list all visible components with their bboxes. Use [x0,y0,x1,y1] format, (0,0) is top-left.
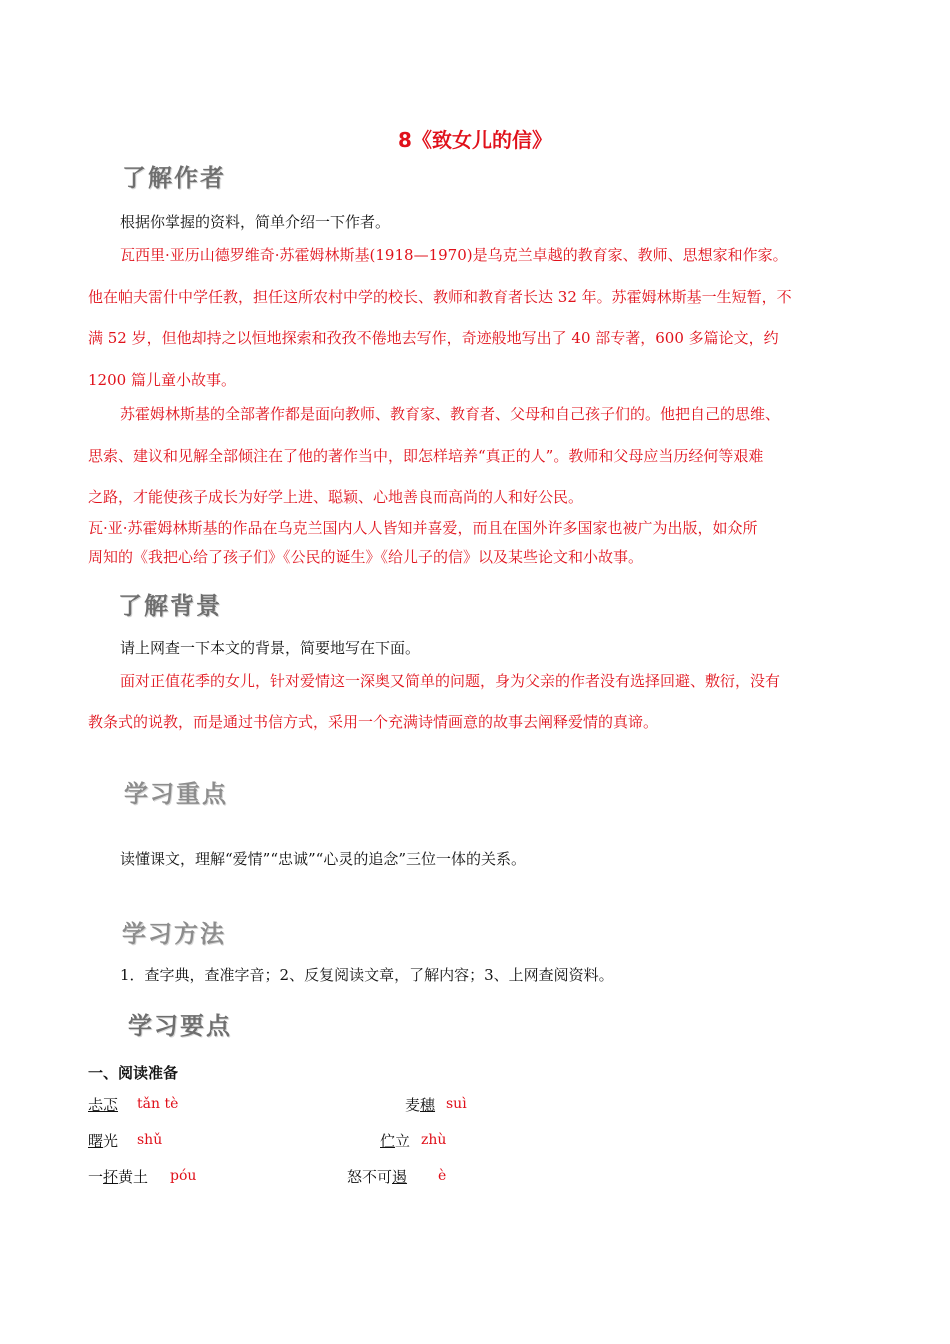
author-line-6: 思索、建议和见解全部倾注在了他的著作当中，即怎样培养“真正的人”。教师和父母应当历经何等艰难 [88,447,764,465]
vocab-item: 怒不可遏 [347,1168,408,1186]
heading-focus: 学习重点 [124,780,228,808]
author-line-7: 之路，才能使孩子成长为好学上进、聪颖、心地善良而高尚的人和好公民。 [88,488,584,506]
heading-background: 了解背景 [118,592,222,620]
vocab-item: 伫立 [380,1132,411,1150]
heading-author: 了解作者 [122,164,226,192]
heading-points: 学习要点 [128,1012,232,1040]
reading-prep-heading: 一、阅读准备 [88,1064,179,1082]
author-line-8: 瓦·亚·苏霍姆林斯基的作品在乌克兰国内人人皆知并喜爱，而且在国外许多国家也被广为出版，如众所 [88,519,758,537]
vocab-pinyin: suì [446,1096,467,1112]
vocab-pinyin: tǎn tè [137,1096,179,1112]
vocab-pinyin: shǔ [137,1132,163,1148]
method-text: 1．查字典，查准字音；2、反复阅读文章，了解内容；3、上网查阅资料。 [120,966,614,984]
author-line-4: 1200 篇儿童小故事。 [88,371,236,389]
heading-method: 学习方法 [122,920,226,948]
vocab-pinyin: zhù [421,1132,447,1148]
vocab-item: 曙光 [88,1132,119,1150]
author-line-5: 苏霍姆林斯基的全部著作都是面向教师、教育家、教育者、父母和自己孩子们的。他把自己的思维、 [120,405,781,423]
vocab-item: 忐忑 [88,1096,119,1114]
author-prompt: 根据你掌握的资料，简单介绍一下作者。 [120,213,391,231]
author-line-2: 他在帕夫雷什中学任教，担任这所农村中学的校长、教师和教育者长达 32 年。苏霍姆林斯基一生短暂，不 [88,288,792,306]
vocab-pinyin: è [438,1168,447,1184]
author-line-3: 满 52 岁，但他却持之以恒地探索和孜孜不倦地去写作，奇迹般地写出了 40 部专著，600 多篇论文，约 [88,329,779,347]
background-prompt: 请上网查一下本文的背景，简要地写在下面。 [120,639,421,657]
author-line-9: 周知的《我把心给了孩子们》《公民的诞生》《给儿子的信》以及某些论文和小故事。 [88,548,644,566]
document-title: 8《致女儿的信》 [398,128,552,152]
vocab-pinyin: póu [170,1168,197,1184]
background-line-1: 面对正值花季的女儿，针对爱情这一深奥又简单的问题，身为父亲的作者没有选择回避、敷衍，没有 [120,672,781,690]
focus-text: 读懂课文，理解“爱情”“忠诚”“心灵的追念”三位一体的关系。 [120,850,527,868]
author-line-1: 瓦西里·亚历山德罗维奇·苏霍姆林斯基(1918—1970)是乌克兰卓越的教育家、教师、思想家和作家。 [120,246,788,264]
background-line-2: 教条式的说教，而是通过书信方式，采用一个充满诗情画意的故事去阐释爱情的真谛。 [88,713,659,731]
vocab-item: 麦穗 [405,1096,436,1114]
vocab-item: 一抔黄土 [88,1168,149,1186]
